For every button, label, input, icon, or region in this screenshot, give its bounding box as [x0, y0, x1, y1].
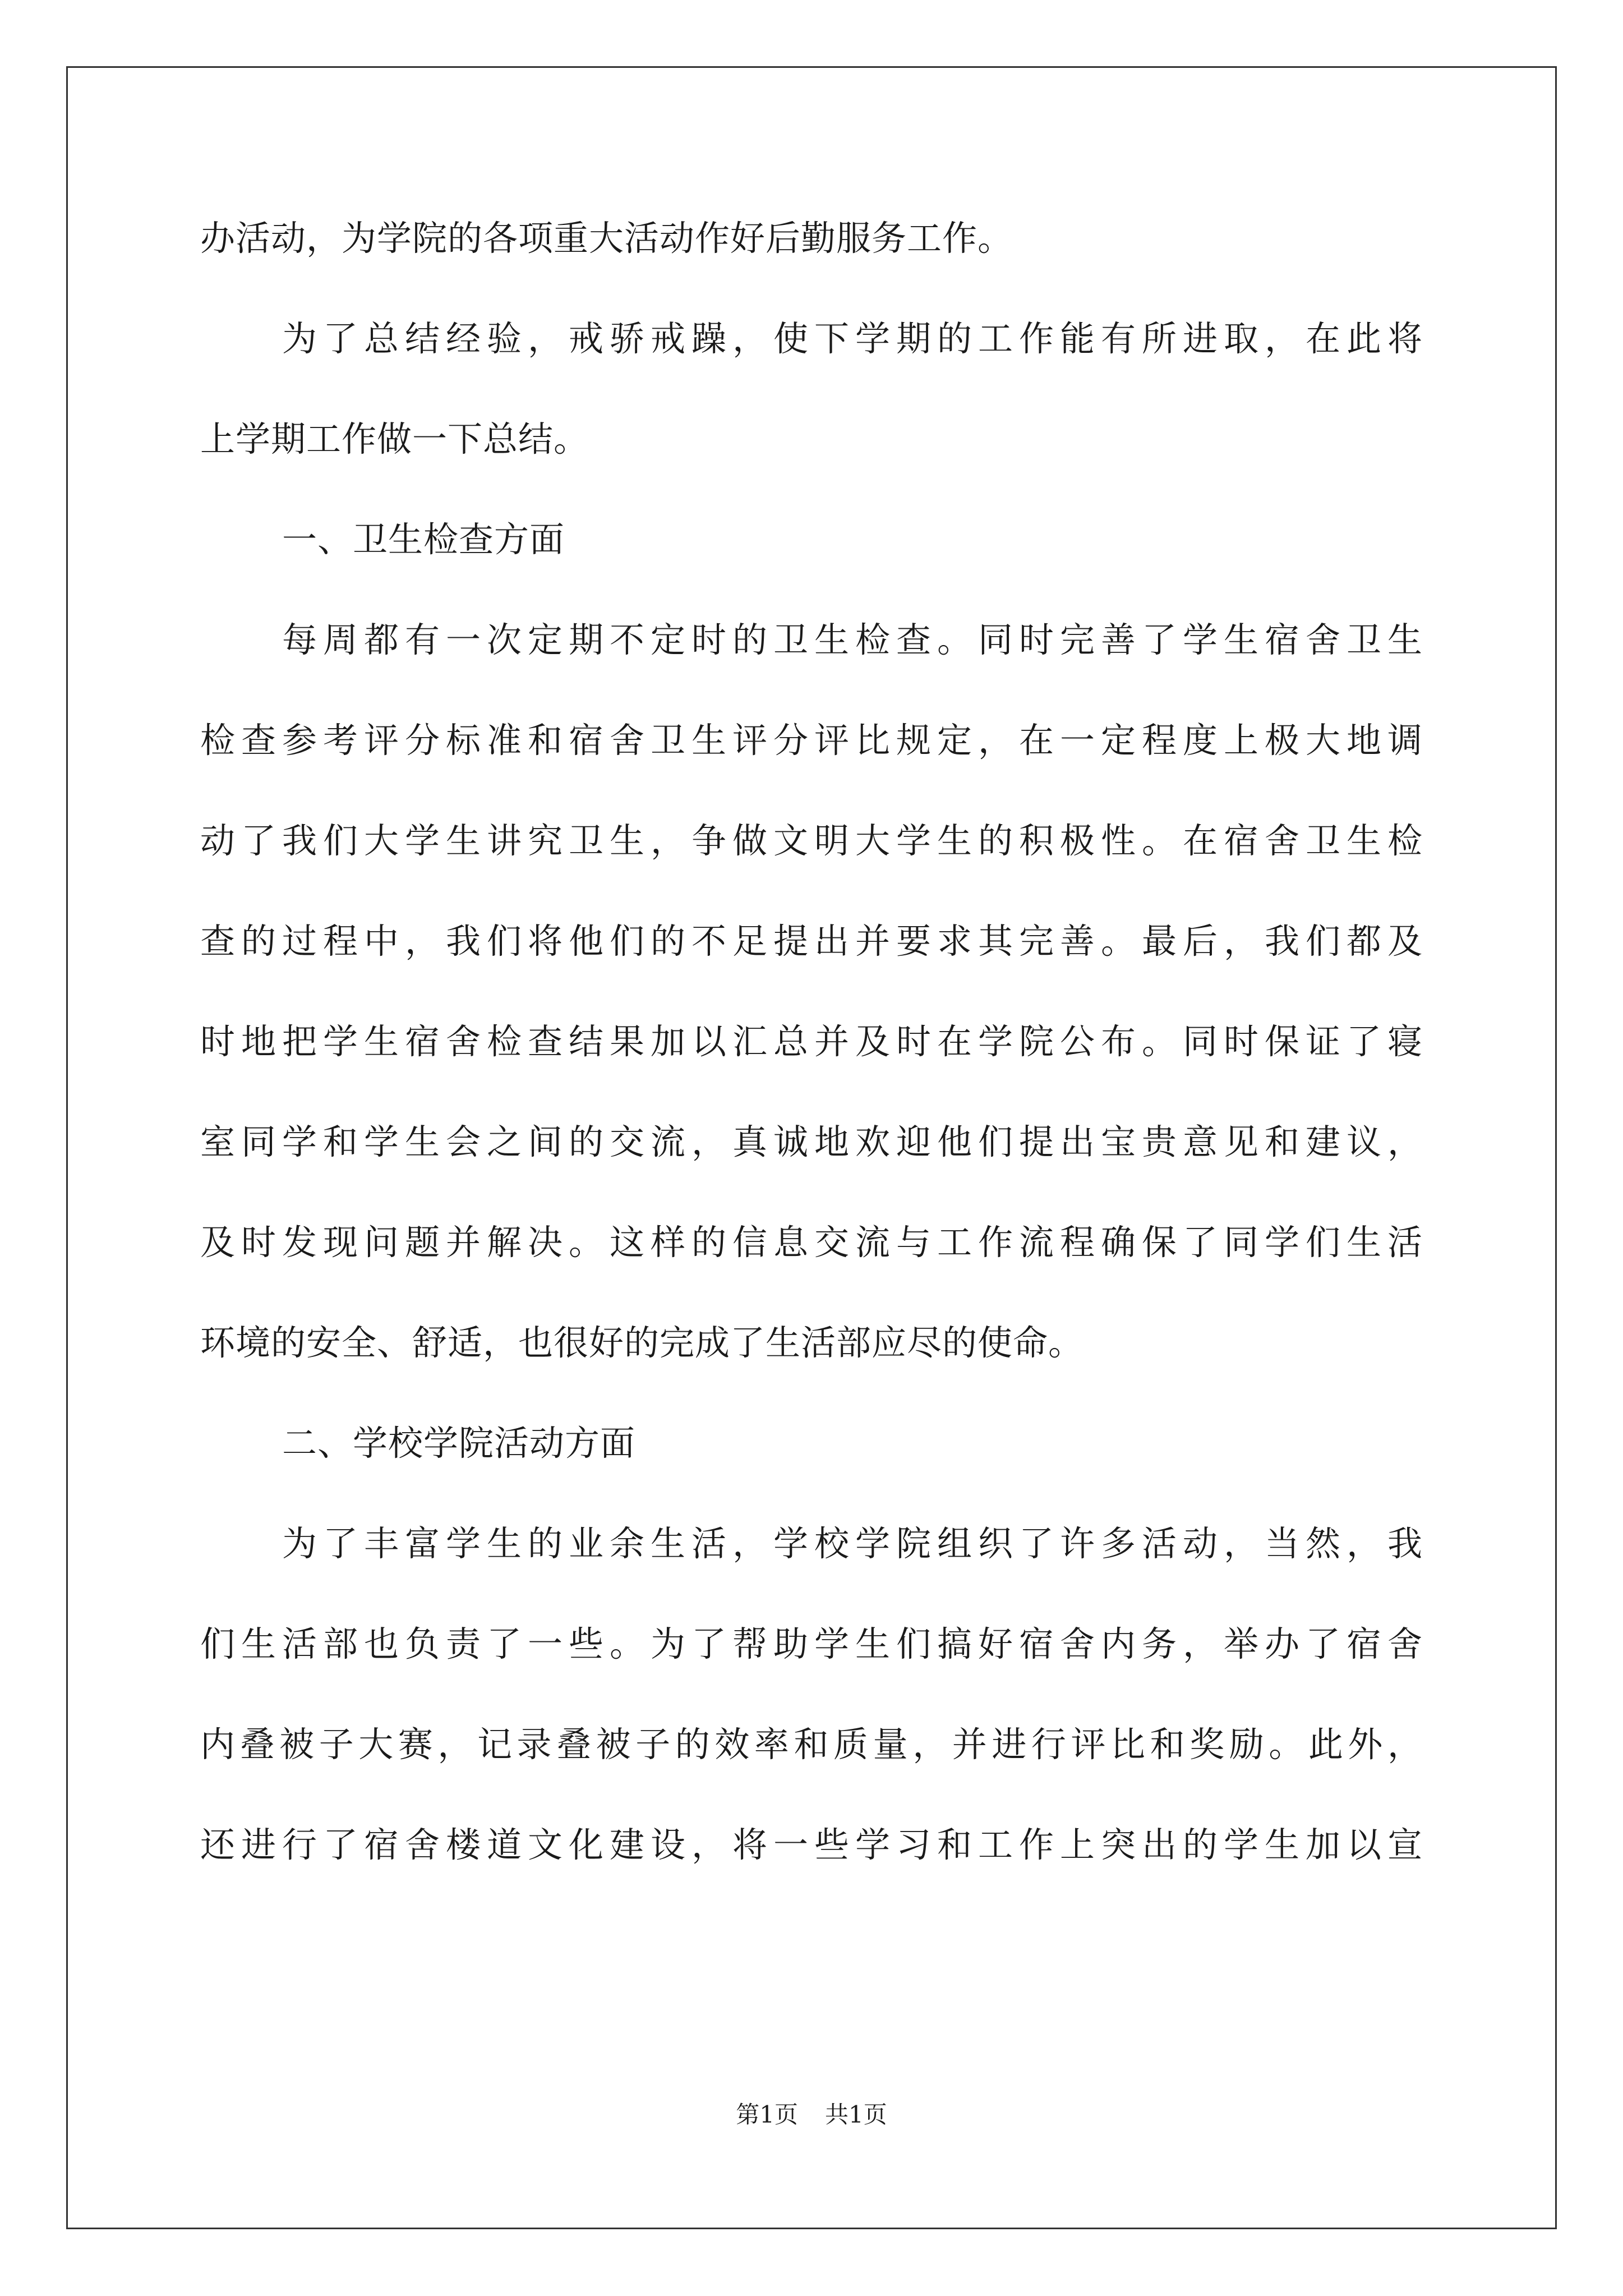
text-line: 动了我们大学生讲究卫生，争做文明大学生的积极性。在宿舍卫生检	[200, 820, 1423, 861]
text-line: 们生活部也负责了一些。为了帮助学生们搞好宿舍内务，举办了宿舍	[200, 1623, 1423, 1664]
text-line: 内叠被子大赛，记录叠被子的效率和质量，并进行评比和奖励。此外，	[200, 1724, 1423, 1765]
text-line: 一、卫生检查方面	[282, 519, 565, 560]
text-line: 及时发现问题并解决。这样的信息交流与工作流程确保了同学们生活	[200, 1222, 1423, 1263]
text-line: 时地把学生宿舍检查结果加以汇总并及时在学院公布。同时保证了寝	[200, 1021, 1423, 1062]
text-line: 为了丰富学生的业余生活，学校学院组织了许多活动，当然，我	[282, 1523, 1423, 1564]
document-body	[200, 205, 1423, 1912]
page-total: 共1页	[825, 2101, 887, 2128]
text-line: 为了总结经验，戒骄戒躁，使下学期的工作能有所进取，在此将	[282, 318, 1423, 359]
text-line: 环境的安全、舒适，也很好的完成了生活部应尽的使命。	[200, 1322, 1084, 1363]
text-line: 室同学和学生会之间的交流，真诚地欢迎他们提出宝贵意见和建议，	[200, 1121, 1423, 1162]
text-line: 查的过程中，我们将他们的不足提出并要求其完善。最后，我们都及	[200, 921, 1423, 961]
text-line: 还进行了宿舍楼道文化建设，将一些学习和工作上突出的学生加以宣	[200, 1824, 1423, 1865]
text-line: 二、学校学院活动方面	[282, 1423, 636, 1464]
text-line: 每周都有一次定期不定时的卫生检查。同时完善了学生宿舍卫生	[282, 619, 1423, 660]
page-footer	[0, 2101, 1623, 2129]
page-number: 第1页	[736, 2101, 798, 2128]
text-line: 上学期工作做一下总结。	[200, 418, 589, 459]
text-line: 检查参考评分标准和宿舍卫生评分评比规定，在一定程度上极大地调	[200, 720, 1423, 761]
text-line: 办活动，为学院的各项重大活动作好后勤服务工作。	[200, 218, 1013, 259]
